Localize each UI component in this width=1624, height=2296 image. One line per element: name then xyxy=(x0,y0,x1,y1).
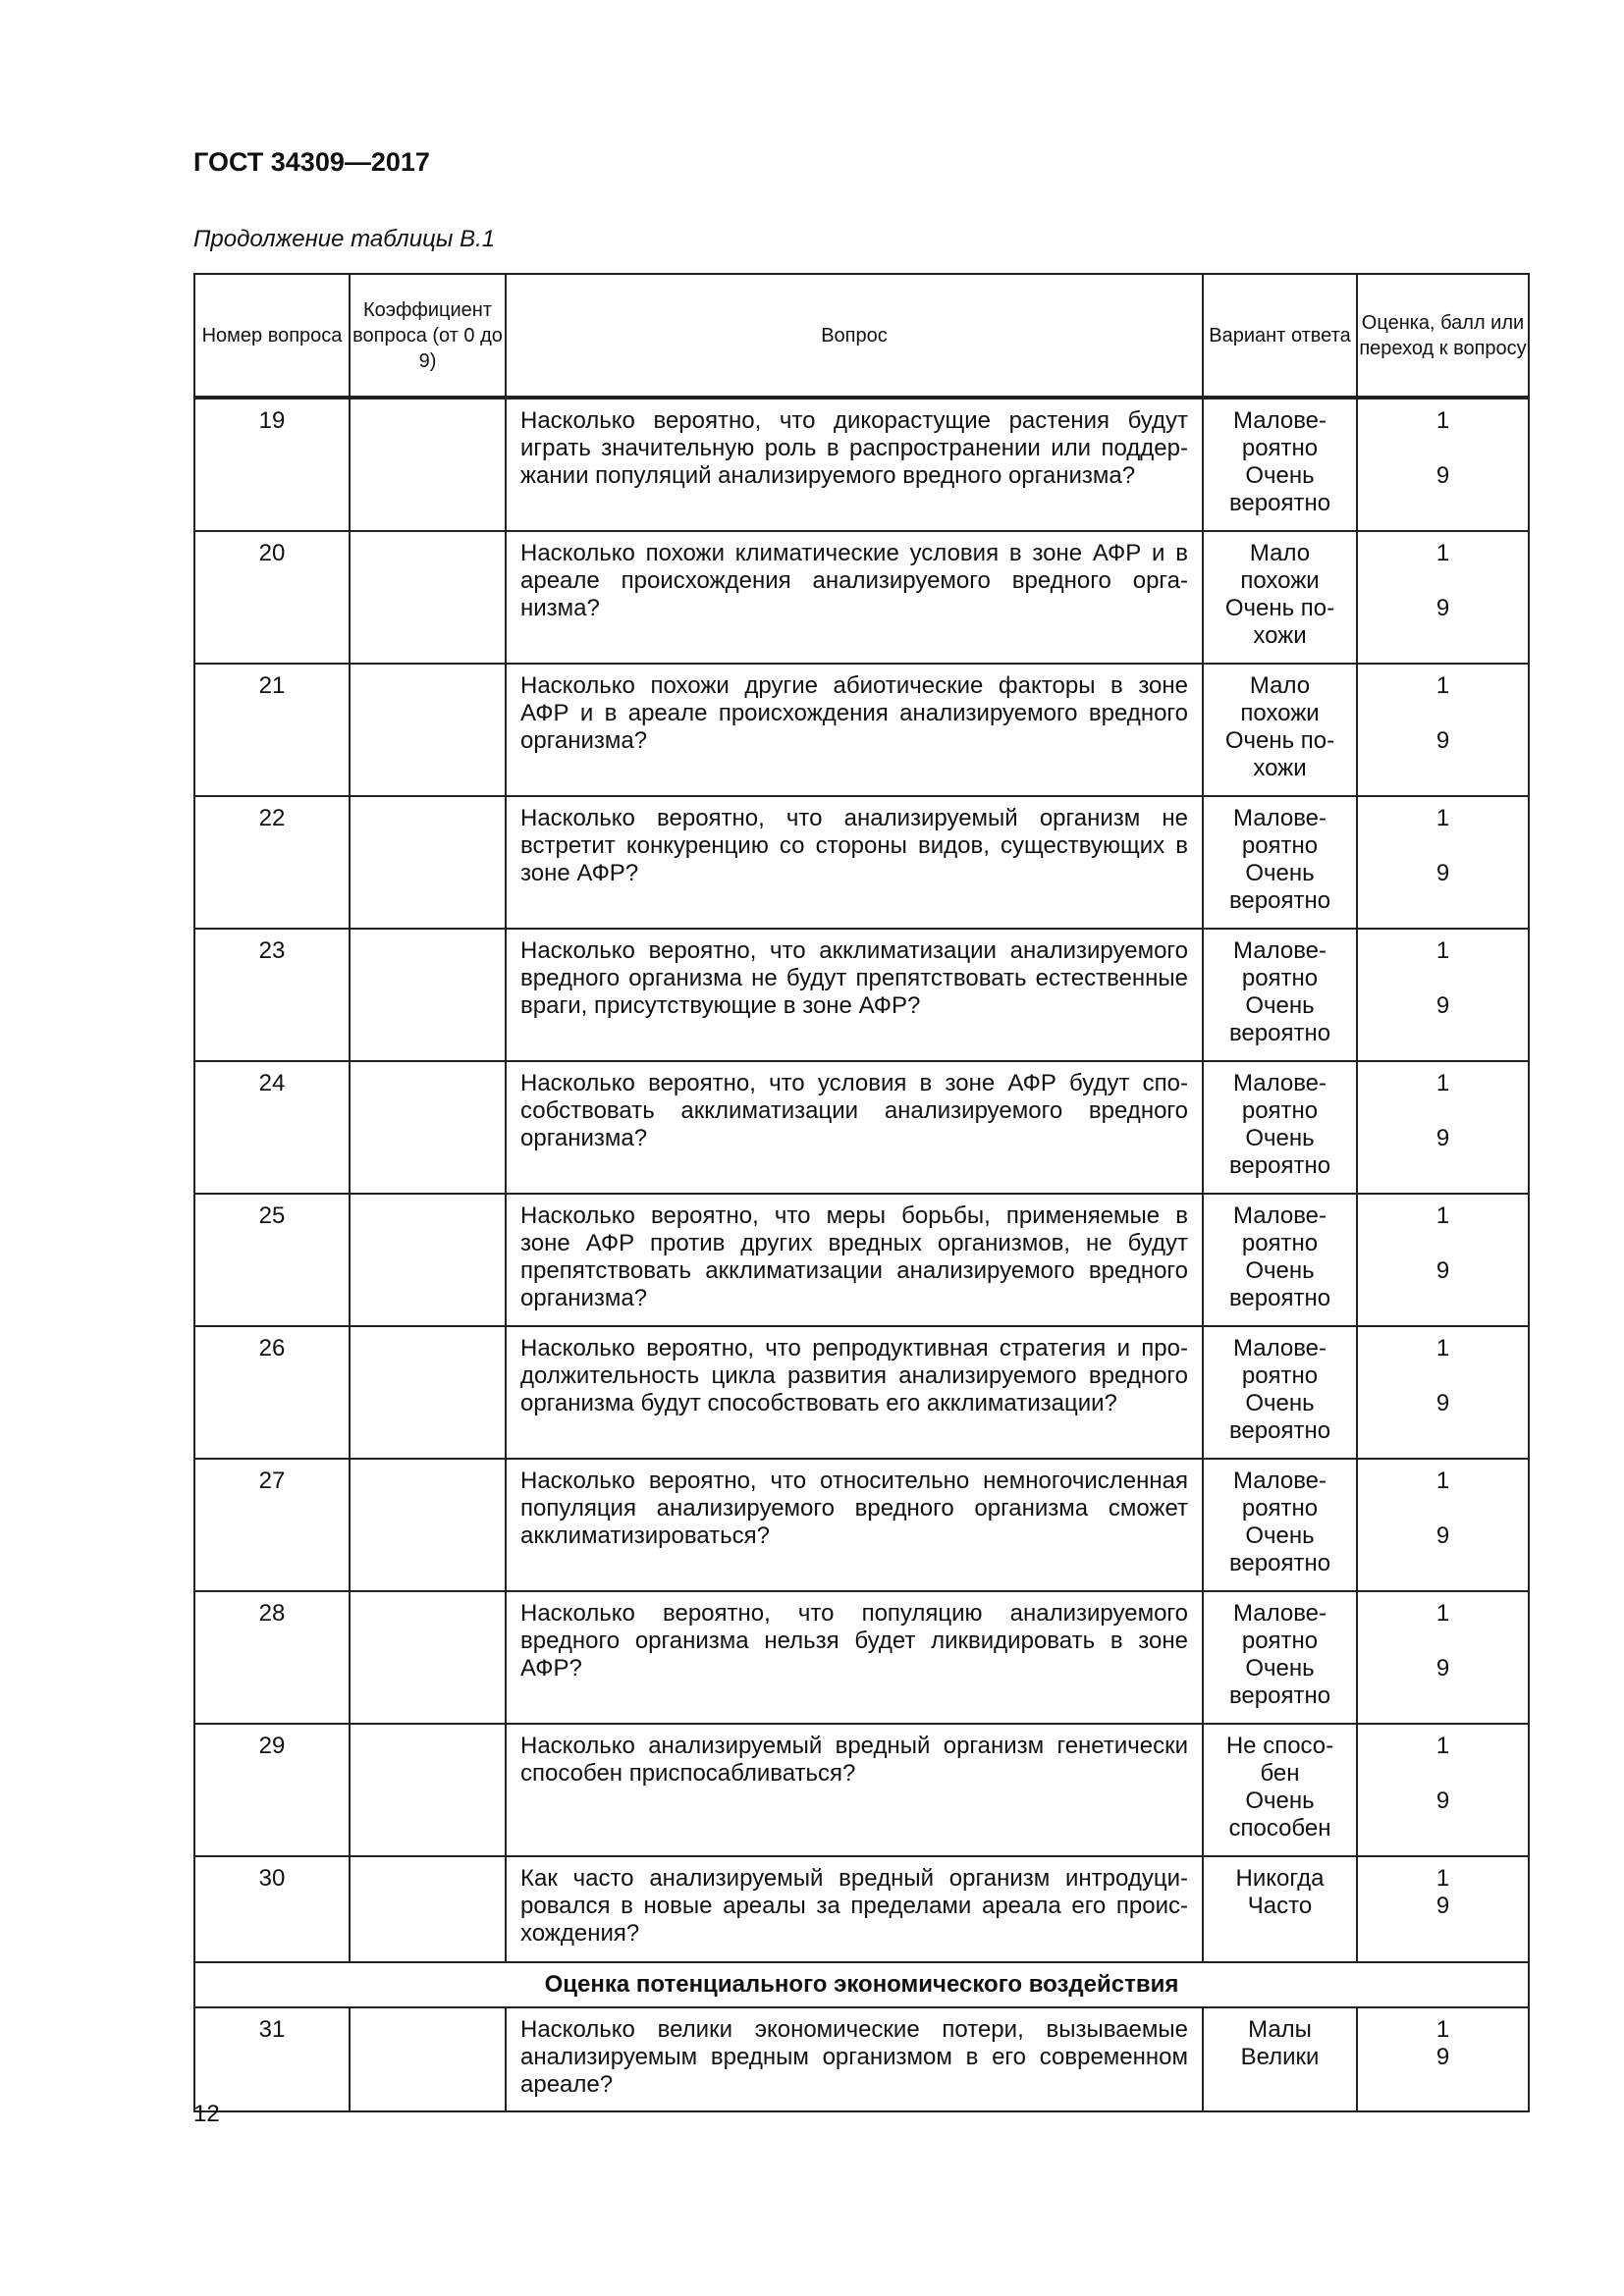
answer-variant xyxy=(1203,2007,1357,2111)
question-number: 25 xyxy=(194,1194,350,1326)
table-row xyxy=(194,1326,1529,1459)
answer-variant xyxy=(1203,1326,1357,1459)
answer-score xyxy=(1357,929,1529,1061)
answer-variant-line: Малове- xyxy=(1232,1202,1327,1229)
answer-variant xyxy=(1203,664,1357,796)
question-number: 31 xyxy=(194,2007,350,2111)
question-coefficient xyxy=(350,531,506,664)
score-high: 9 xyxy=(1435,1788,1450,1814)
question-coefficient xyxy=(350,664,506,796)
question-number: 26 xyxy=(194,1326,350,1459)
answer-score xyxy=(1357,1194,1529,1326)
question-text: Насколько похожи климатические условия в зоне АФР и в ареале происхождения анализируемого вредного организма? xyxy=(506,531,1203,664)
table-row xyxy=(194,664,1529,796)
question-number: 29 xyxy=(194,1724,350,1856)
score-low: 1 xyxy=(1435,1600,1450,1627)
answer-score xyxy=(1357,1326,1529,1459)
answer-variant xyxy=(1203,1459,1357,1591)
question-text: Насколько вероятно, что популяцию анализируемого вредного организма нельзя будет ликвидировать в зоне АФР? xyxy=(506,1591,1203,1724)
answer-variant xyxy=(1203,1724,1357,1856)
answer-variant-line: роятно xyxy=(1241,1230,1319,1256)
score-low: 1 xyxy=(1435,407,1450,434)
question-text: Насколько вероятно, что акклиматизации анализируемого вредного организма не будут препятствовать естественные враги, присутствующие в зоне АФР? xyxy=(506,929,1203,1061)
question-text: Насколько похожи другие абиотические факторы в зоне АФР и в ареале происхождения анализируемого вредного организма? xyxy=(506,664,1203,796)
score-low: 1 xyxy=(1435,805,1450,831)
question-text: Насколько вероятно, что относительно немногочисленная популяция анализируемого вредного организма сможет акклиматизироваться? xyxy=(506,1459,1203,1591)
question-text: Насколько анализируемый вредный организм генетически способен приспосабливаться? xyxy=(506,1724,1203,1856)
answer-variant-line: Малове- xyxy=(1232,1600,1327,1627)
answer-variant-line: роятно xyxy=(1241,1495,1319,1522)
col-header-number: Номер вопроса xyxy=(194,274,350,398)
answer-variant xyxy=(1203,1591,1357,1724)
question-coefficient xyxy=(350,1194,506,1326)
question-coefficient xyxy=(350,929,506,1061)
answer-variant-line: роятно xyxy=(1241,832,1319,859)
col-header-score: Оценка, балл или переход к вопросу xyxy=(1357,274,1529,398)
question-text: Как часто анализируемый вредный организм интродуцировался в новые ареалы за пределами ареала его происхождения? xyxy=(506,1856,1203,1962)
answer-variant-line: Мало xyxy=(1249,540,1311,566)
answer-variant-line: вероятно xyxy=(1228,1020,1331,1046)
answer-variant-line: Очень xyxy=(1245,1655,1315,1682)
answer-score xyxy=(1357,664,1529,796)
table-header-row xyxy=(194,274,1529,398)
answer-variant-line: роятно xyxy=(1241,1628,1319,1654)
answer-variant-line: вероятно xyxy=(1228,1682,1331,1709)
score-low: 1 xyxy=(1435,1070,1450,1096)
answer-variant-line: Малы xyxy=(1248,2016,1312,2043)
answer-variant-line: роятно xyxy=(1241,435,1319,461)
answer-variant-line: вероятно xyxy=(1228,887,1331,914)
answer-variant-line: роятно xyxy=(1241,965,1319,991)
question-number: 30 xyxy=(194,1856,350,1962)
answer-variant xyxy=(1203,929,1357,1061)
answer-variant-line: Малове- xyxy=(1232,1335,1327,1362)
score-low: 1 xyxy=(1435,540,1450,566)
answer-score xyxy=(1357,1856,1529,1962)
score-high: 9 xyxy=(1435,992,1450,1019)
score-low: 1 xyxy=(1435,1865,1450,1892)
answer-score xyxy=(1357,1724,1529,1856)
answer-score xyxy=(1357,1459,1529,1591)
answer-variant-line: вероятно xyxy=(1228,1550,1331,1576)
question-number: 20 xyxy=(194,531,350,664)
score-high: 9 xyxy=(1435,727,1450,754)
answer-variant-line: Часто xyxy=(1247,1893,1313,1919)
answer-variant-line: Очень xyxy=(1245,992,1315,1019)
answer-variant-line: Малове- xyxy=(1232,407,1327,434)
answer-score xyxy=(1357,398,1529,531)
table-row xyxy=(194,1194,1529,1326)
question-text: Насколько вероятно, что дикорастущие растения будут играть значительную роль в распространении или поддержании популяций анализируемого вредного организма? xyxy=(506,398,1203,531)
answer-variant-line: похожи xyxy=(1240,700,1320,726)
answer-variant-line: Очень xyxy=(1245,1257,1315,1284)
answer-score xyxy=(1357,2007,1529,2111)
question-coefficient xyxy=(350,796,506,929)
col-header-variant: Вариант ответа xyxy=(1203,274,1357,398)
question-text: Насколько велики экономические потери, вызываемые анализируемым вредным организмом в его современном ареале? xyxy=(506,2007,1203,2111)
answer-variant-line: Никогда xyxy=(1235,1865,1325,1892)
question-number: 19 xyxy=(194,398,350,531)
questions-table xyxy=(193,273,1530,2112)
table-row xyxy=(194,531,1529,664)
answer-variant-line: вероятно xyxy=(1228,1152,1331,1179)
answer-variant-line: роятно xyxy=(1241,1362,1319,1389)
answer-variant-line: Не спосо- xyxy=(1225,1733,1334,1759)
question-coefficient xyxy=(350,1061,506,1194)
question-text: Насколько вероятно, что меры борьбы, применяемые в зоне АФР против других вредных организмов, не будут препятствовать акклиматизации анализируемого вредного организма? xyxy=(506,1194,1203,1326)
answer-variant xyxy=(1203,1856,1357,1962)
section-heading: Оценка потенциального экономического воздействия xyxy=(194,1962,1529,2007)
question-coefficient xyxy=(350,1459,506,1591)
score-high: 9 xyxy=(1435,1390,1450,1416)
score-high: 9 xyxy=(1435,1522,1450,1549)
section-row xyxy=(194,1962,1529,2007)
question-number: 21 xyxy=(194,664,350,796)
question-text: Насколько вероятно, что анализируемый организм не встретит конкуренцию со стороны видов, существующих в зоне АФР? xyxy=(506,796,1203,929)
answer-score xyxy=(1357,1061,1529,1194)
answer-score xyxy=(1357,531,1529,664)
page-number: 12 xyxy=(193,2101,220,2127)
score-low: 1 xyxy=(1435,1202,1450,1229)
question-number: 23 xyxy=(194,929,350,1061)
question-coefficient xyxy=(350,2007,506,2111)
answer-variant-line: Очень xyxy=(1245,1125,1315,1151)
table-row xyxy=(194,1856,1529,1962)
score-high: 9 xyxy=(1435,1893,1450,1919)
answer-variant-line: Малове- xyxy=(1232,1468,1327,1494)
question-coefficient xyxy=(350,1856,506,1962)
answer-variant-line: Малове- xyxy=(1232,1070,1327,1096)
score-high: 9 xyxy=(1435,595,1450,621)
table-row xyxy=(194,1459,1529,1591)
score-low: 1 xyxy=(1435,672,1450,699)
score-high: 9 xyxy=(1435,1655,1450,1682)
table-row xyxy=(194,929,1529,1061)
score-low: 1 xyxy=(1435,1468,1450,1494)
answer-variant xyxy=(1203,1194,1357,1326)
answer-variant-line: Очень xyxy=(1245,1788,1315,1814)
table-row xyxy=(194,2007,1529,2111)
question-coefficient xyxy=(350,1724,506,1856)
answer-variant-line: роятно xyxy=(1241,1097,1319,1124)
answer-variant xyxy=(1203,1061,1357,1194)
score-low: 1 xyxy=(1435,937,1450,964)
question-number: 24 xyxy=(194,1061,350,1194)
answer-variant xyxy=(1203,398,1357,531)
answer-variant-line: Очень xyxy=(1245,860,1315,886)
answer-variant-line: Малове- xyxy=(1232,937,1327,964)
answer-score xyxy=(1357,796,1529,929)
question-coefficient xyxy=(350,398,506,531)
question-coefficient xyxy=(350,1326,506,1459)
table-caption: Продолжение таблицы В.1 xyxy=(193,226,496,252)
table-row xyxy=(194,1591,1529,1724)
answer-variant xyxy=(1203,796,1357,929)
table-row xyxy=(194,398,1529,531)
answer-variant-line: Очень xyxy=(1245,1390,1315,1416)
table-row xyxy=(194,796,1529,929)
answer-variant-line: Очень xyxy=(1245,1522,1315,1549)
score-high: 9 xyxy=(1435,1257,1450,1284)
document-header: ГОСТ 34309—2017 xyxy=(193,147,430,177)
col-header-coefficient: Коэффициент вопроса (от 0 до 9) xyxy=(350,274,506,398)
answer-variant-line: бен xyxy=(1260,1760,1300,1787)
col-header-question: Вопрос xyxy=(506,274,1203,398)
question-coefficient xyxy=(350,1591,506,1724)
answer-variant xyxy=(1203,531,1357,664)
question-text: Насколько вероятно, что репродуктивная стратегия и продолжительность цикла развития анализируемого вредного организма будут способствовать его акклиматизации? xyxy=(506,1326,1203,1459)
answer-variant-line: Очень xyxy=(1245,462,1315,489)
answer-variant-line: вероятно xyxy=(1228,1285,1331,1311)
score-high: 9 xyxy=(1435,462,1450,489)
table-row xyxy=(194,1061,1529,1194)
answer-variant-line: похожи xyxy=(1240,567,1320,594)
score-low: 1 xyxy=(1435,1335,1450,1362)
question-text: Насколько вероятно, что условия в зоне АФР будут способствовать акклиматизации анализируемого вредного организма? xyxy=(506,1061,1203,1194)
answer-variant-line: Очень по- xyxy=(1224,595,1335,621)
table-row xyxy=(194,1724,1529,1856)
question-number: 22 xyxy=(194,796,350,929)
table-body xyxy=(194,398,1529,2111)
answer-variant-line: хожи xyxy=(1253,622,1307,649)
answer-variant-line: хожи xyxy=(1253,755,1307,781)
score-high: 9 xyxy=(1435,2044,1450,2070)
answer-variant-line: Велики xyxy=(1240,2044,1320,2070)
question-number: 28 xyxy=(194,1591,350,1724)
score-low: 1 xyxy=(1435,1733,1450,1759)
answer-variant-line: Малове- xyxy=(1232,805,1327,831)
score-high: 9 xyxy=(1435,1125,1450,1151)
answer-score xyxy=(1357,1591,1529,1724)
answer-variant-line: вероятно xyxy=(1228,490,1331,516)
score-low: 1 xyxy=(1435,2016,1450,2043)
answer-variant-line: способен xyxy=(1228,1815,1331,1842)
question-number: 27 xyxy=(194,1459,350,1591)
score-high: 9 xyxy=(1435,860,1450,886)
answer-variant-line: вероятно xyxy=(1228,1417,1331,1444)
answer-variant-line: Мало xyxy=(1249,672,1311,699)
answer-variant-line: Очень по- xyxy=(1224,727,1335,754)
